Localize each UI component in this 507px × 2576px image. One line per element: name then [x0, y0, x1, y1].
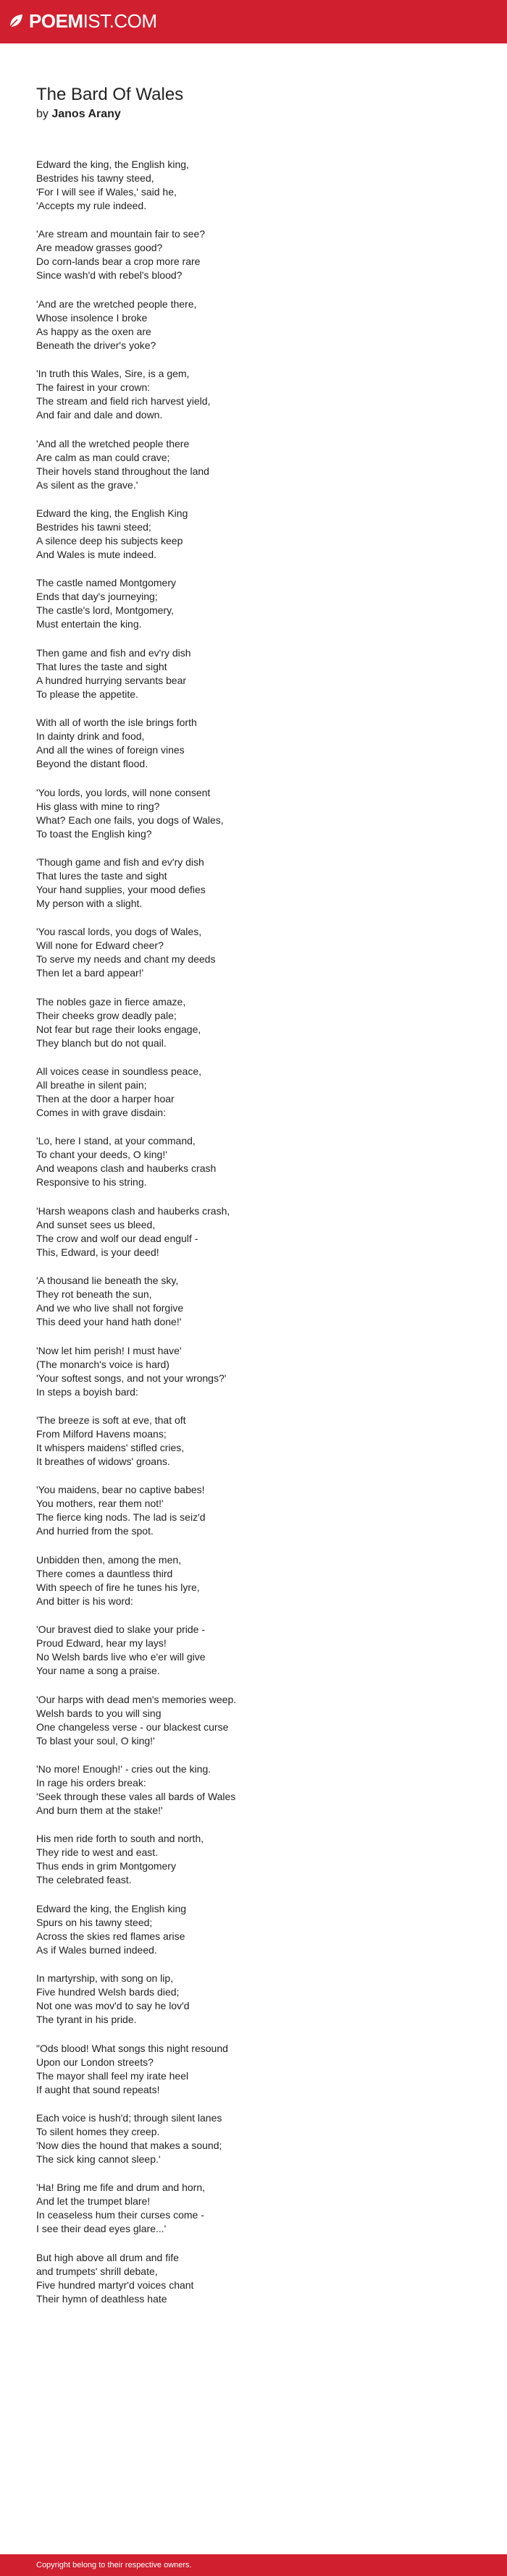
copyright-text: Copyright belong to their respective owners.	[36, 2561, 192, 2569]
stanza	[36, 925, 485, 980]
stanza	[36, 1693, 485, 1748]
poem-line: No Welsh bards live who e'er will give	[36, 1651, 206, 1663]
poem-line: 'Though game and fish and ev'ry dish	[36, 856, 204, 868]
poem-line: Five hundred Welsh bards died;	[36, 1986, 180, 1998]
poem-line: Are meadow grasses good?	[36, 242, 163, 254]
poem-line: 'Now dies the hound that makes a sound;	[36, 2139, 222, 2151]
poem-line: Then at the door a harper hoar	[36, 1093, 175, 1105]
poem-line: With all of worth the isle brings forth	[36, 717, 197, 729]
poem-line: 'Seek through these vales all bards of Wales	[36, 1790, 236, 1802]
stanza	[36, 1623, 485, 1678]
poem-line: 'For I will see if Wales,' said he,	[36, 186, 177, 198]
poem-line: The castle named Montgomery	[36, 577, 176, 589]
poem-line: The mayor shall feel my irate heel	[36, 2069, 189, 2082]
stanza	[36, 2042, 485, 2097]
poem-line: Across the skies red flames arise	[36, 1930, 185, 1942]
poem-line: The castle's lord, Montgomery,	[36, 604, 174, 617]
byline-prefix: by	[36, 108, 49, 120]
poem-line: Then let a bard appear!'	[36, 967, 144, 979]
stanza	[36, 297, 485, 352]
stanza	[36, 646, 485, 701]
poem-line: 'Ha! Bring me fife and drum and horn,	[36, 2182, 206, 2194]
poem-line: But high above all drum and fife	[36, 2251, 179, 2263]
poem-line: 'And all the wretched people there	[36, 437, 190, 449]
poem-line: Are calm as man could crave;	[36, 451, 170, 463]
poem-line: Ends that day's journeying;	[36, 591, 158, 603]
poem-line: 'You maidens, bear no captive babes!	[36, 1484, 205, 1496]
poem-line: 'You rascal lords, you dogs of Wales,	[36, 926, 202, 938]
poem-line: Proud Edward, hear my lays!	[36, 1637, 167, 1650]
poem-line: The tyrant in his pride.	[36, 2014, 137, 2026]
poem-line: Thus ends in grim Montgomery	[36, 1860, 176, 1872]
poem-line: That lures the taste and sight	[36, 660, 167, 672]
poem-line: Their hovels stand throughout the land	[36, 465, 209, 477]
poem-line: The stream and field rich harvest yield,	[36, 395, 211, 407]
stanza	[36, 2251, 485, 2306]
poem-line: Their hymn of deathless hate	[36, 2292, 167, 2305]
poem-line: His men ride forth to south and north,	[36, 1833, 204, 1845]
poem-line: "Ods blood! What songs this night resound	[36, 2042, 228, 2054]
stanza	[36, 227, 485, 282]
poem-line: This, Edward, is your deed!	[36, 1246, 159, 1258]
poem-line: It breathes of widows' groans.	[36, 1456, 170, 1468]
poem-line: In dainty drink and food,	[36, 730, 145, 743]
poem-line: And let the trumpet blare!	[36, 2195, 151, 2208]
poem-line: To silent homes they creep.	[36, 2125, 160, 2137]
poem-line: With speech of fire he tunes his lyre,	[36, 1581, 200, 1593]
poem-line: I see their dead eyes glare...'	[36, 2223, 167, 2235]
poem-line: And sunset sees us bleed,	[36, 1218, 156, 1230]
poem-line: Each voice is hush'd; through silent lanes	[36, 2111, 222, 2124]
poem-line: and trumpets' shrill debate,	[36, 2265, 158, 2277]
poem-line: 'A thousand lie beneath the sky,	[36, 1275, 179, 1287]
poem-line: They rot beneath the sun,	[36, 1288, 152, 1301]
stanza	[36, 1972, 485, 2027]
stanza	[36, 1483, 485, 1538]
poem-line: Your name a song a praise.	[36, 1665, 160, 1677]
poem-line: From Milford Havens moans;	[36, 1428, 167, 1440]
poem-line: 'Lo, here I stand, at your command,	[36, 1135, 196, 1147]
author-link[interactable]: Janos Arany	[51, 108, 121, 120]
poem-line: And all the wines of foreign vines	[36, 744, 185, 756]
poem-line: 'Our harps with dead men's memories weep.	[36, 1693, 237, 1705]
stanza	[36, 1344, 485, 1399]
footer-bar	[0, 2554, 507, 2576]
stanza	[36, 1274, 485, 1329]
poem-line: Responsive to his string.	[36, 1176, 147, 1188]
stanza	[36, 1414, 485, 1469]
poem-line: What? Each one fails, you dogs of Wales,	[36, 814, 224, 826]
poem-line: Will none for Edward cheer?	[36, 939, 164, 952]
poem-line: 'And are the wretched people there,	[36, 297, 197, 310]
site-logo-link[interactable]	[29, 9, 157, 33]
poem-line: Their cheeks grow deadly pale;	[36, 1009, 177, 1021]
stanza	[36, 1902, 485, 1957]
poem-line: And fair and dale and down.	[36, 409, 163, 421]
poem-line: Comes in with grave disdain:	[36, 1107, 166, 1119]
poem-line: As silent as the grave.'	[36, 478, 138, 491]
poem-line: Your hand supplies, your mood defies	[36, 883, 206, 895]
logo-bold-text: POEM	[29, 10, 83, 32]
poem-line: And we who live shall not forgive	[36, 1302, 184, 1314]
poem-line: In ceaseless hum their curses come -	[36, 2209, 204, 2221]
poem-line: It whispers maidens' stifled cries,	[36, 1442, 185, 1454]
poem-line: 'Are stream and mountain fair to see?	[36, 228, 206, 240]
poem-title: The Bard Of Wales	[36, 85, 184, 104]
poem-line: Not one was mov'd to say he lov'd	[36, 2000, 190, 2012]
poem-line: All breathe in silent pain;	[36, 1079, 147, 1091]
poem-line: The fairest in your crown:	[36, 381, 151, 394]
poem-line: To toast the English king?	[36, 827, 152, 840]
poem-line: Edward the king, the English king	[36, 1902, 187, 1914]
poem-line: Beneath the driver's yoke?	[36, 339, 156, 351]
poem-line: All voices cease in soundless peace,	[36, 1065, 202, 1078]
poem-line: 'Accepts my rule indeed.	[36, 200, 147, 211]
poem-line: My person with a slight.	[36, 897, 143, 909]
poem-line: Five hundred martyr'd voices chant	[36, 2279, 194, 2291]
poem-line: In steps a boyish bard:	[36, 1385, 138, 1398]
poem-line: The crow and wolf our dead engulf -	[36, 1232, 198, 1244]
poem-line: Spurs on his tawny steed;	[36, 1916, 153, 1928]
poem-line: 'You lords, you lords, will none consent	[36, 786, 211, 798]
poem-line: The nobles gaze in fierce amaze,	[36, 995, 186, 1008]
poem-line: The celebrated feast.	[36, 1874, 132, 1886]
poem-line: To chant your deeds, O king!'	[36, 1149, 167, 1161]
poem-line: That lures the taste and sight	[36, 869, 167, 882]
logo-light-text: IST.COM	[83, 10, 157, 32]
poem-line: And bitter is his word:	[36, 1595, 133, 1607]
poem-line: This deed your hand hath done!'	[36, 1316, 182, 1328]
poem-line: And weapons clash and hauberks crash	[36, 1162, 217, 1175]
stanza	[36, 2181, 485, 2236]
poem-line: 'The breeze is soft at eve, that oft	[36, 1414, 186, 1427]
stanza	[36, 507, 485, 562]
poem-line: To serve my needs and chant my deeds	[36, 953, 216, 966]
poem-line: In rage his orders break:	[36, 1776, 146, 1789]
poem-line: To blast your soul, O king!'	[36, 1734, 155, 1747]
poem-line: Whose insolence I broke	[36, 311, 148, 324]
poem-line: 'Our bravest died to slake your pride -	[36, 1623, 206, 1636]
poem-line: 'In truth this Wales, Sire, is a gem,	[36, 368, 190, 380]
stanza	[36, 1553, 485, 1608]
poem-line: Then game and fish and ev'ry dish	[36, 646, 191, 659]
poem-line: 'Harsh weapons clash and hauberks crash,	[36, 1204, 230, 1217]
stanza	[36, 576, 485, 631]
poem-body	[36, 158, 485, 2320]
poem-line: His glass with mine to ring?	[36, 800, 160, 812]
stanza	[36, 2111, 485, 2166]
poem-line: Edward the king, the English King	[36, 507, 188, 519]
poem-line: Beyond the distant flood.	[36, 758, 148, 770]
poem-line: You mothers, rear them not!'	[36, 1498, 164, 1510]
poem-line: Welsh bards to you will sing	[36, 1707, 162, 1719]
poem-line: Upon our London streets?	[36, 2056, 154, 2068]
stanza	[36, 1134, 485, 1189]
poem-line: Must entertain the king.	[36, 618, 142, 630]
poem-line: Bestrides his tawni steed;	[36, 520, 151, 533]
byline	[36, 106, 121, 122]
stanza	[36, 856, 485, 911]
poem-line: One changeless verse - our blackest curse	[36, 1720, 229, 1733]
stanza	[36, 1065, 485, 1120]
poem-line: As happy as the oxen are	[36, 325, 151, 337]
poem-line: They ride to west and east.	[36, 1846, 159, 1859]
stanza	[36, 367, 485, 422]
poem-line: Edward the king, the English king,	[36, 159, 189, 170]
leaf-icon	[7, 12, 25, 30]
poem-line: Do corn-lands bear a crop more rare	[36, 256, 201, 268]
poem-line: If aught that sound repeats!	[36, 2083, 160, 2095]
poem-line: A silence deep his subjects keep	[36, 534, 183, 546]
poem-line: 'Now let him perish! I must have'	[36, 1344, 182, 1356]
poem-line: Not fear but rage their looks engage,	[36, 1023, 201, 1035]
poem-line: Unbidden then, among the men,	[36, 1553, 182, 1566]
poem-line: And hurried from the spot.	[36, 1525, 154, 1537]
stanza	[36, 1832, 485, 1887]
poem-line: There comes a dauntless third	[36, 1567, 173, 1579]
stanza	[36, 1204, 485, 1259]
stanza	[36, 1762, 485, 1817]
stanza	[36, 437, 485, 492]
stanza	[36, 158, 485, 213]
poem-line: And Wales is mute indeed.	[36, 548, 157, 560]
poem-line: 'Your softest songs, and not your wrongs?'	[36, 1372, 227, 1384]
stanza	[36, 786, 485, 841]
poem-line: The fierce king nods. The lad is seiz'd	[36, 1511, 206, 1524]
stanza	[36, 716, 485, 771]
poem-line: The sick king cannot sleep.'	[36, 2153, 161, 2165]
poem-line: Since wash'd with rebel's blood?	[36, 269, 183, 282]
poem-line: As if Wales burned indeed.	[36, 1943, 157, 1956]
top-bar	[0, 0, 507, 43]
poem-line: 'No more! Enough!' - cries out the king.	[36, 1762, 211, 1775]
poem-line: To please the appetite.	[36, 688, 138, 700]
poem-line: In martyrship, with song on lip,	[36, 1972, 174, 1985]
poem-line: Bestrides his tawny steed,	[36, 172, 154, 184]
poem-line: A hundred hurrying servants bear	[36, 674, 187, 686]
poem-line: They blanch but do not quail.	[36, 1036, 167, 1049]
poem-line: (The monarch's voice is hard)	[36, 1358, 169, 1370]
poem-line: And burn them at the stake!'	[36, 1804, 163, 1816]
stanza	[36, 995, 485, 1050]
